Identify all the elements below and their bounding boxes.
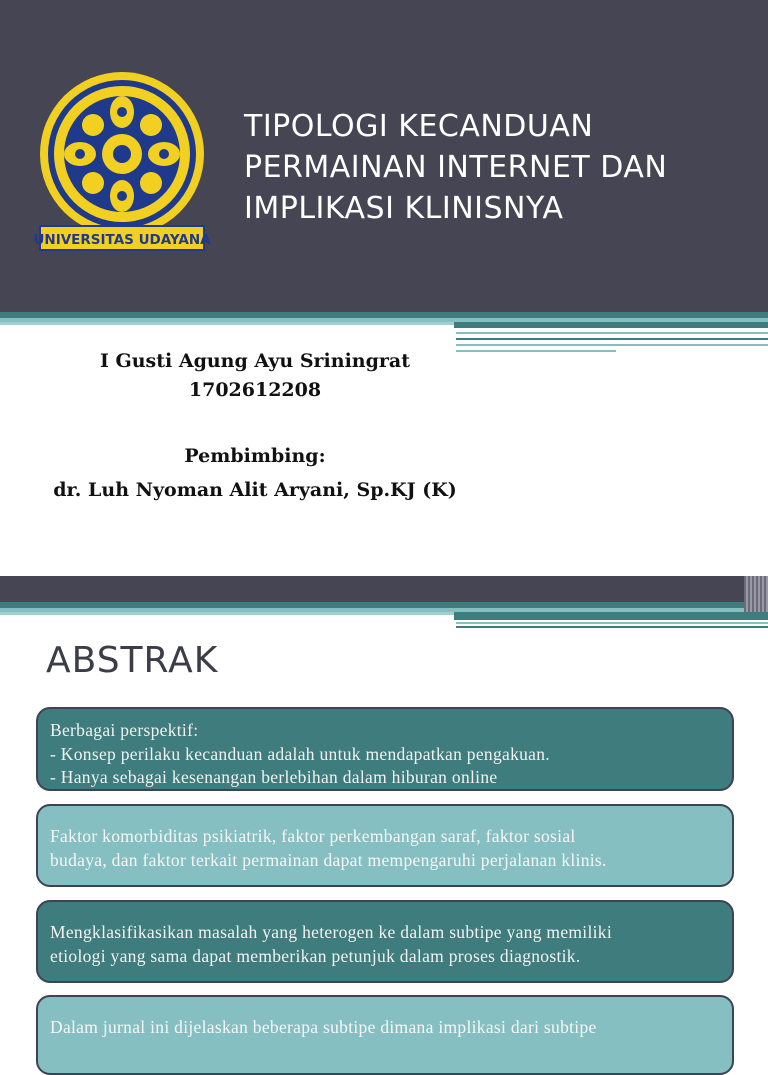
- abstract-line: Faktor komorbiditas psikiatrik, faktor perkembangan saraf, faktor sosial: [50, 826, 576, 846]
- abstract-line: Berbagai perspektif:: [50, 720, 199, 740]
- author-name: I Gusti Agung Ayu Sriningrat: [99, 350, 411, 372]
- abstract-slide: [0, 576, 768, 1037]
- abstract-line: etiologi yang sama dapat memberikan petunjuk dalam proses diagnostik.: [50, 945, 581, 966]
- abstract-line: budaya, dan faktor terkait permainan dapat mempengaruhi perjalanan klinis.: [50, 849, 607, 870]
- advisor-name: dr. Luh Nyoman Alit Aryani, Sp.KJ (K): [53, 479, 457, 501]
- abstract-box: [36, 995, 734, 1075]
- abstract-line: - Konsep perilaku kecanduan adalah untuk mendapatkan pengakuan.: [50, 743, 550, 764]
- author-id: 1702612208: [188, 379, 322, 401]
- logo-text: UNIVERSITAS UDAYANA: [33, 232, 211, 248]
- abstract-line: Dalam jurnal ini dijelaskan beberapa subtipe dimana implikasi dari subtipe: [50, 1017, 597, 1037]
- title-line: IMPLIKASI KLINISNYA: [244, 191, 564, 226]
- abstract-title: ABSTRAK: [46, 640, 219, 681]
- universitas-udayana-logo: [33, 70, 211, 252]
- abstract-box: [36, 804, 734, 887]
- abstract-box: [36, 707, 734, 791]
- advisor-label: Pembimbing:: [184, 445, 326, 467]
- title-line: PERMAINAN INTERNET DAN: [244, 150, 668, 185]
- title-line: TIPOLOGI KECANDUAN: [244, 109, 594, 144]
- abstract-box: [36, 900, 734, 983]
- abstract-line: Mengklasifikasikan masalah yang heterogen ke dalam subtipe yang memiliki: [50, 922, 613, 942]
- abstract-line: - Hanya sebagai kesenangan berlebihan dalam hiburan online: [50, 767, 498, 787]
- presentation-title: [244, 106, 744, 229]
